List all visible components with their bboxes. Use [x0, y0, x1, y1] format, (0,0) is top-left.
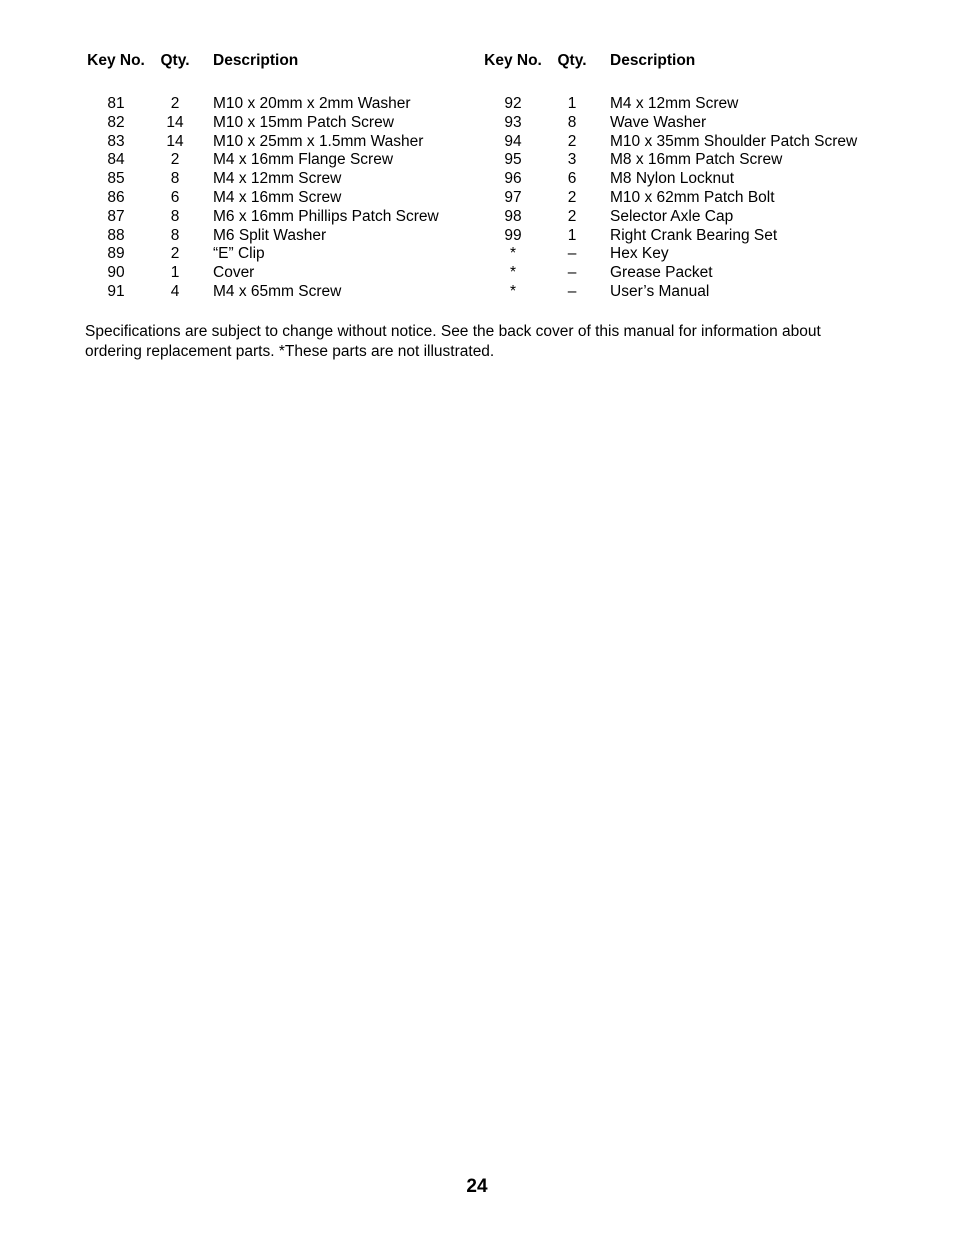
- description-cell: M10 x 35mm Shoulder Patch Screw: [610, 132, 858, 150]
- key-no-cell: 81: [107, 95, 125, 112]
- qty-cell: –: [567, 245, 577, 263]
- key-no-cell: 82: [107, 113, 125, 131]
- key-no-cell: 90: [107, 264, 125, 282]
- description-cell: User’s Manual: [610, 282, 710, 300]
- key-no-cell: 88: [107, 226, 125, 244]
- description-cell: Wave Washer: [610, 113, 707, 131]
- description-cell: M8 x 16mm Patch Screw: [610, 151, 783, 169]
- key-no-cell: 91: [107, 282, 125, 300]
- qty-cell: 1: [170, 264, 180, 282]
- key-no-cell: 97: [504, 188, 522, 206]
- qty-cell: –: [567, 264, 577, 282]
- key-no-cell: 89: [107, 245, 125, 263]
- key-no-cell: *: [509, 264, 517, 282]
- key-no-cell: 99: [504, 226, 522, 244]
- qty-cell: 8: [170, 207, 180, 225]
- qty-cell: 1: [567, 226, 577, 244]
- description-cell: Grease Packet: [610, 264, 713, 282]
- qty-cell: 14: [166, 132, 184, 150]
- key-no-cell: 94: [504, 132, 522, 150]
- key-no-cell: 86: [107, 188, 125, 206]
- note-line: ordering replacement parts. *These parts are not illustrated.: [85, 342, 495, 360]
- qty-cell: 1: [567, 95, 577, 112]
- qty-cell: 2: [567, 207, 577, 225]
- qty-cell: 2: [567, 188, 577, 206]
- description-cell: M10 x 62mm Patch Bolt: [610, 188, 775, 206]
- description-cell: M4 x 65mm Screw: [213, 282, 342, 300]
- qty-cell: 8: [170, 226, 180, 244]
- header-key-no: Key No.: [484, 52, 542, 69]
- specifications-note: [85, 322, 885, 361]
- qty-cell: –: [567, 282, 577, 300]
- page-number: 24: [466, 1176, 488, 1197]
- key-no-cell: 95: [504, 151, 522, 169]
- description-cell: M6 Split Washer: [213, 226, 327, 244]
- description-cell: M4 x 12mm Screw: [610, 95, 739, 112]
- key-no-cell: 87: [107, 207, 125, 225]
- qty-cell: 2: [170, 95, 180, 112]
- qty-cell: 8: [170, 170, 180, 188]
- description-cell: M8 Nylon Locknut: [610, 170, 735, 188]
- description-cell: M10 x 25mm x 1.5mm Washer: [213, 132, 424, 150]
- description-cell: Right Crank Bearing Set: [610, 226, 778, 244]
- key-no-cell: 85: [107, 170, 125, 188]
- header-description: Description: [610, 52, 696, 69]
- qty-cell: 3: [567, 151, 577, 169]
- qty-cell: 2: [567, 132, 577, 150]
- header-qty: Qty.: [160, 52, 190, 69]
- qty-cell: 4: [170, 282, 180, 300]
- header-qty: Qty.: [557, 52, 587, 69]
- key-no-cell: 92: [504, 95, 522, 112]
- qty-cell: 14: [166, 113, 184, 131]
- description-cell: M6 x 16mm Phillips Patch Screw: [213, 207, 439, 225]
- qty-cell: 2: [170, 151, 180, 169]
- description-cell: M10 x 20mm x 2mm Washer: [213, 95, 411, 112]
- qty-cell: 6: [567, 170, 577, 188]
- description-cell: Cover: [213, 264, 255, 282]
- description-cell: “E” Clip: [213, 245, 265, 263]
- qty-cell: 2: [170, 245, 180, 263]
- qty-cell: 8: [567, 113, 577, 131]
- description-cell: Hex Key: [610, 245, 669, 263]
- header-key-no: Key No.: [87, 52, 145, 69]
- qty-cell: 6: [170, 188, 180, 206]
- key-no-cell: 83: [107, 132, 125, 150]
- key-no-cell: 93: [504, 113, 522, 131]
- description-cell: M4 x 16mm Flange Screw: [213, 151, 394, 169]
- description-cell: M10 x 15mm Patch Screw: [213, 113, 394, 131]
- description-cell: M4 x 16mm Screw: [213, 188, 342, 206]
- key-no-cell: *: [509, 282, 517, 300]
- key-no-cell: 84: [107, 151, 125, 169]
- description-cell: M4 x 12mm Screw: [213, 170, 342, 188]
- key-no-cell: 96: [504, 170, 522, 188]
- key-no-cell: 98: [504, 207, 522, 225]
- description-cell: Selector Axle Cap: [610, 207, 734, 225]
- key-no-cell: *: [509, 245, 517, 263]
- note-line: Specifications are subject to change without notice. See the back cover of this manual for information about: [85, 323, 821, 340]
- header-description: Description: [213, 52, 299, 69]
